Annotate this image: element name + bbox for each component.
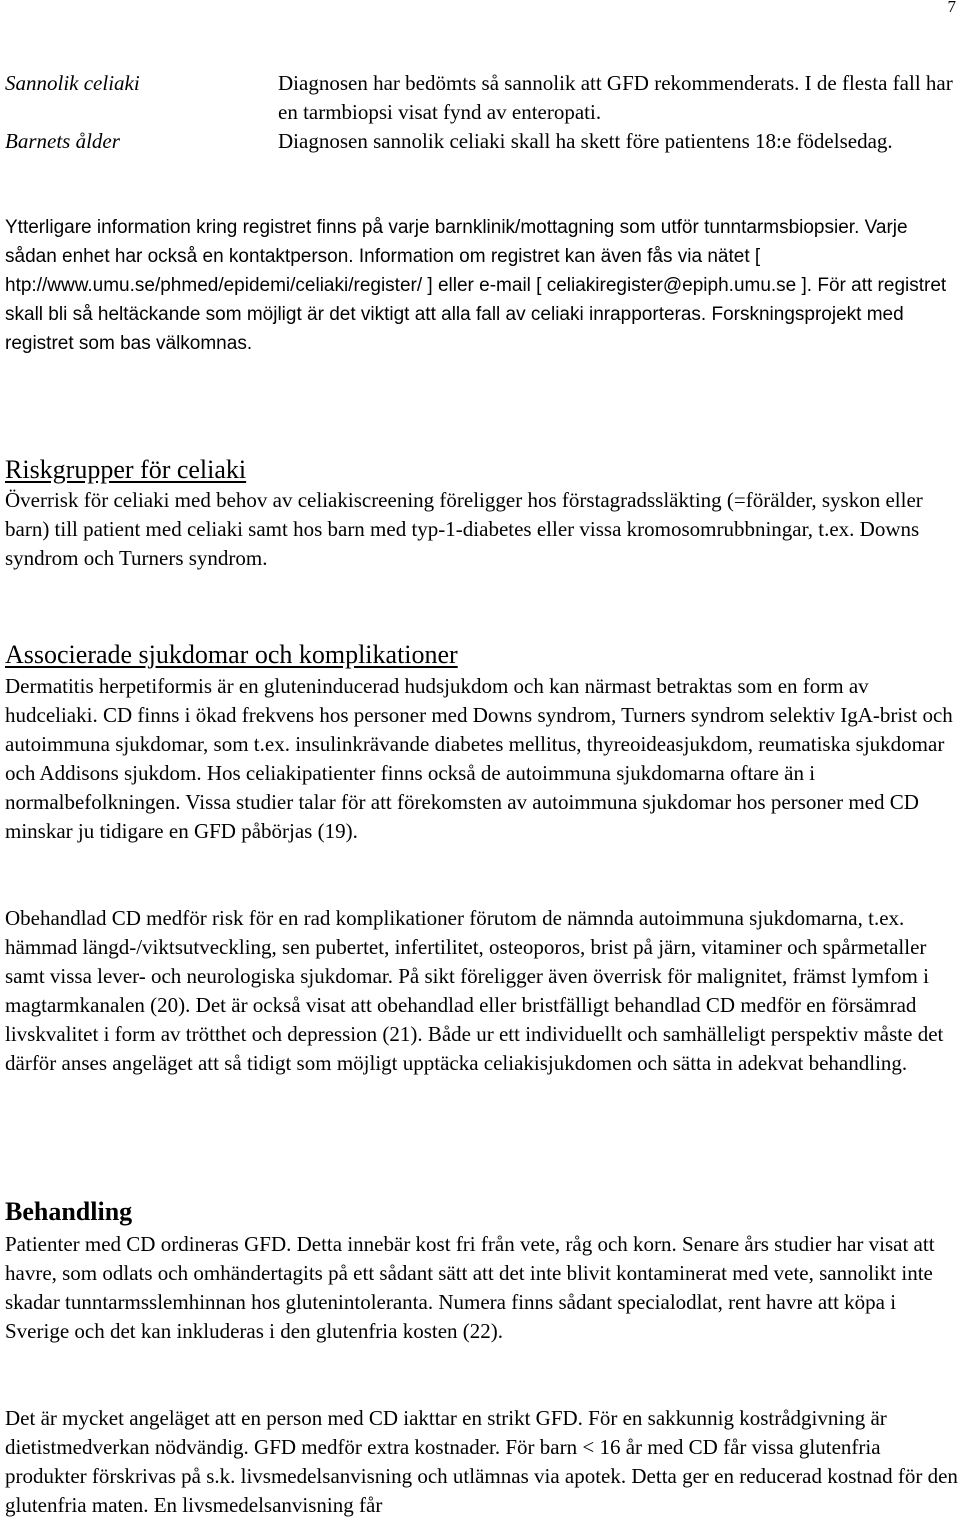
section-heading-riskgrupper: Riskgrupper för celiaki: [5, 455, 247, 484]
associerade-paragraph-2: Obehandlad CD medför risk för en rad komplikationer förutom de nämnda autoimmuna sjukdomarna, t.ex. hämmad längd-/viktsutveckling, sen pubertet, infertilitet, osteoporos, brist på järn, vitaminer och spårmetaller samt vissa lever- och neurologiska sjukdomar. På sikt föreligger även överrisk för malignitet, främst lymfom i magtarmkanalen (20). Det är också visat att obehandlad eller bristfälligt behandlad CD medför en försämrad livskvalitet i form av trötthet och depression (21). Både ur ett individuellt och samhälleligt perspektiv måste det därför anses angeläget att så tidigt som möjligt upptäcka celiakisjukdomen och sätta in adekvat behandling.: [5, 906, 944, 1075]
registry-info-text: ] eller e-mail [: [422, 275, 547, 296]
registry-info-paragraph: [5, 213, 960, 358]
definition-term: Barnets ålder: [5, 129, 120, 153]
registry-info-text: ]. För att registret skall bli så heltäckande som möjligt är det viktigt att alla fall av celiaki inrapporteras. Forskningsprojekt med registret som bas välkomnas.: [5, 275, 947, 354]
page-number: 7: [947, 0, 956, 16]
definition-description: Diagnosen sannolik celiaki skall ha skett före patientens 18:e födelsedag.: [278, 129, 893, 153]
section-heading-behandling: Behandling: [5, 1197, 133, 1226]
behandling-paragraph-2: Det är mycket angeläget att en person med CD iakttar en strikt GFD. För en sakkunnig kostrådgivning är dietistmedverkan nödvändig. GFD medför extra kostnader. För barn < 16 år med CD får vissa glutenfria produkter förskrivas på s.k. livsmedelsanvisning och utlämnas via apotek. Detta ger en reducerad kostnad för den glutenfria maten. En livsmedelsanvisning får: [5, 1406, 958, 1517]
definition-description: Diagnosen har bedömts så sannolik att GFD rekommenderats. I de flesta fall har en tarmbiopsi visat fynd av enteropati.: [278, 71, 953, 124]
definition-term: Sannolik celiaki: [5, 71, 140, 95]
definition-row: [5, 127, 960, 156]
section-heading-associerade: Associerade sjukdomar och komplikationer: [5, 640, 458, 669]
riskgrupper-paragraph: Överrisk för celiaki med behov av celiakiscreening föreligger hos förstagradssläkting (=förälder, syskon eller barn) till patient med celiaki samt hos barn med typ-1-diabetes eller vissa kromosomrubbningar, t.ex. Downs syndrom och Turners syndrom.: [5, 488, 923, 570]
behandling-paragraph-1: Patienter med CD ordineras GFD. Detta innebär kost fri från vete, råg och korn. Senare års studier har visat att havre, som odlats och omhändertagits på ett sådant sätt att det inte blivit kontaminerat med vete, sannolikt inte skadar tunntarmsslemhinnan hos glutenintoleranta. Numera finns sådant specialodlat, rent havre att köpa i Sverige och det kan inkluderas i den glutenfria kosten (22).: [5, 1232, 935, 1343]
registry-info-text: Ytterligare information kring registret finns på varje barnklinik/mottagning som utför tunntarmsbiopsier. Varje sådan enhet har också en kontaktperson. Information om registret kan även fås via nätet [: [5, 217, 908, 267]
registry-url: htp://www.umu.se/phmed/epidemi/celiaki/register/: [5, 275, 423, 296]
definition-row: [5, 69, 960, 127]
associerade-paragraph-1: Dermatitis herpetiformis är en gluteninducerad hudsjukdom och kan närmast betraktas som en form av hudceliaki. CD finns i ökad frekvens hos personer med Downs syndrom, Turners syndrom selektiv IgA-brist och autoimmuna sjukdomar, som t.ex. insulinkrävande diabetes mellitus, thyreoideasjukdom, reumatiska sjukdomar och Addisons sjukdom. Hos celiakipatienter finns också de autoimmuna sjukdomarna oftare än i normalbefolkningen. Vissa studier talar för att förekomsten av autoimmuna sjukdomar hos personer med CD minskar ju tidigare en GFD påbörjas (19).: [5, 674, 953, 843]
definition-list: [5, 69, 960, 156]
registry-email: celiakiregister@epiph.umu.se: [546, 275, 797, 296]
